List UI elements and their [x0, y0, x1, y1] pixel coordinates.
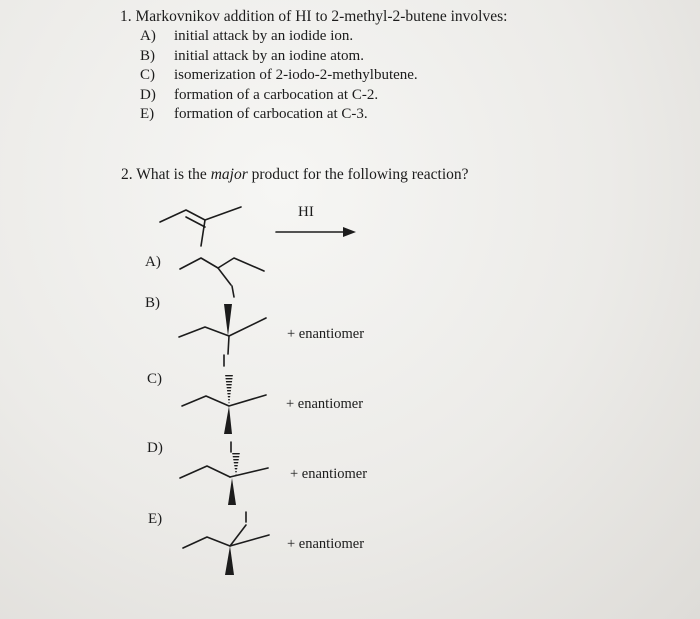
- q1-option-c-letter: C): [140, 67, 155, 83]
- q1-option-b-text: initial attack by an iodine atom.: [174, 48, 364, 64]
- choice-c-structure: [182, 355, 266, 434]
- choice-e-enantiomer: + enantiomer: [287, 536, 365, 552]
- choice-c-label: C): [147, 371, 162, 387]
- q2-stem-after: product for the following reaction?: [247, 166, 469, 183]
- choice-c-enantiomer: + enantiomer: [286, 396, 364, 412]
- q1-option-b-letter: B): [140, 48, 155, 64]
- q1-option-d-letter: D): [140, 87, 156, 103]
- q2-stem-emphasis: major: [210, 166, 248, 183]
- q1-option-a-letter: A): [140, 28, 156, 44]
- choice-b-label: B): [145, 295, 160, 311]
- reagent-label: HI: [298, 204, 314, 220]
- q1-option-c-text: isomerization of 2-iodo-2-methylbutene.: [174, 67, 418, 83]
- choice-b-structure: [179, 304, 266, 354]
- choice-b-enantiomer: + enantiomer: [287, 326, 365, 342]
- choice-d-label: D): [147, 440, 163, 456]
- choice-e-structure: [183, 512, 269, 575]
- question-1-stem: 1. Markovnikov addition of HI to 2-methyl-2-butene involves:: [120, 8, 508, 25]
- q1-option-a-text: initial attack by an iodide ion.: [174, 28, 354, 44]
- choice-e-label: E): [148, 511, 163, 527]
- reaction-arrow: [276, 227, 356, 237]
- choice-a-label: A): [145, 254, 161, 270]
- choice-a-structure: [180, 258, 264, 297]
- q1-option-e-letter: E): [140, 106, 155, 122]
- q2-stem-before: 2. What is the: [121, 166, 211, 183]
- choice-d-structure: [180, 442, 268, 505]
- q1-option-d-text: formation of a carbocation at C-2.: [174, 87, 379, 103]
- choice-d-enantiomer: + enantiomer: [290, 466, 368, 482]
- reactant-alkene-structure: [160, 207, 241, 246]
- q1-option-e-text: formation of carbocation at C-3.: [174, 106, 368, 122]
